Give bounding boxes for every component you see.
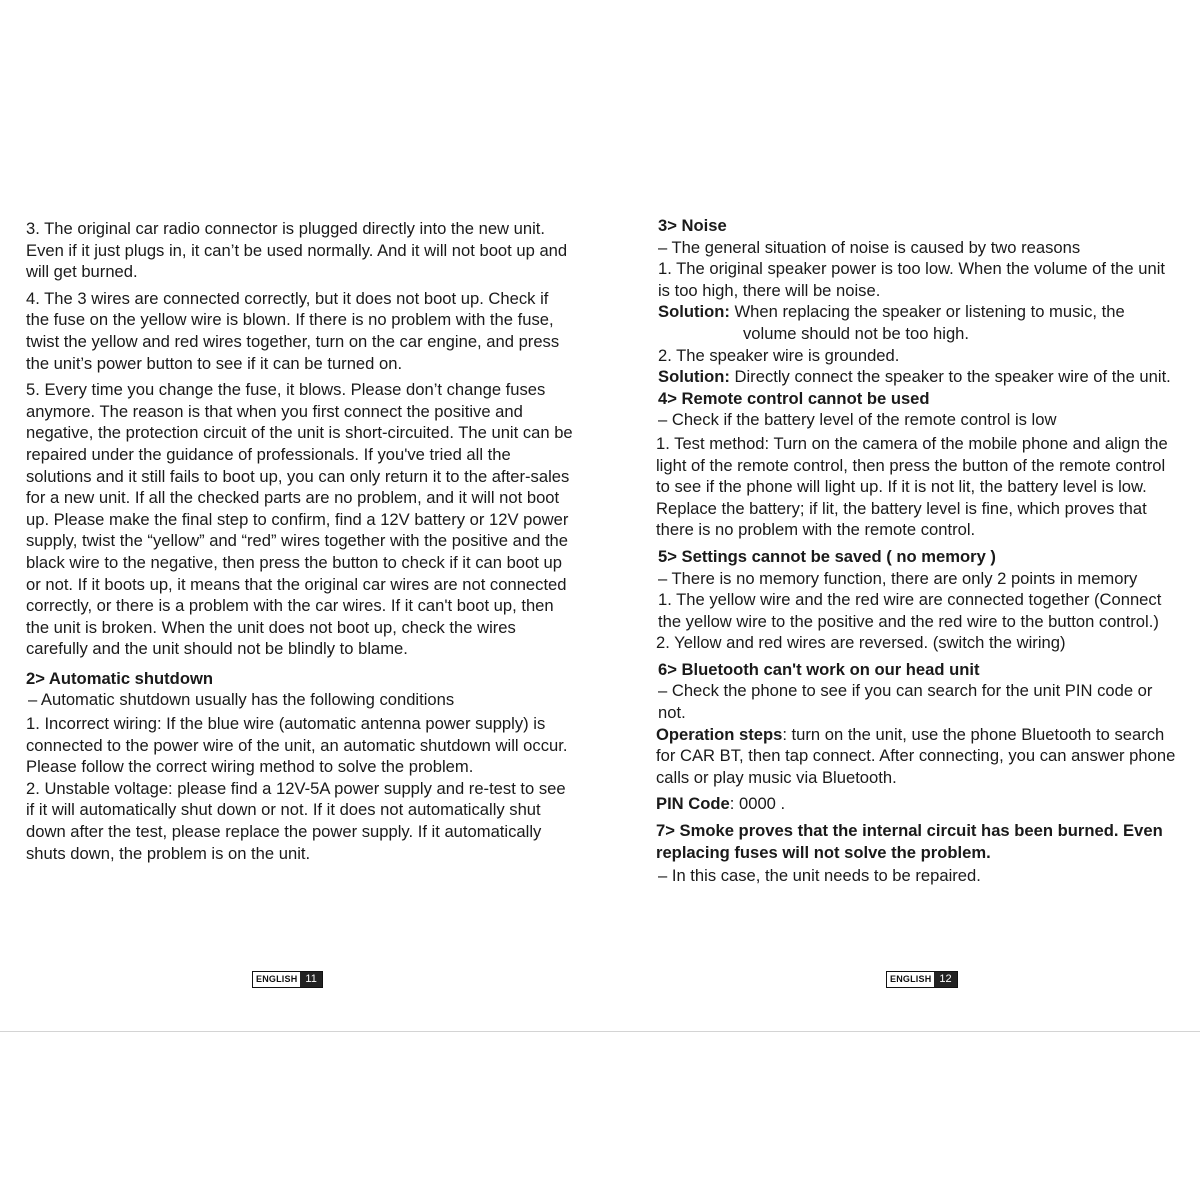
page-footer-badge [252, 971, 323, 988]
paragraph-4: 4. The 3 wires are connected correctly, but it does not boot up. Check if the fuse on the yellow wire is blown. If there is no problem with the fuse, twist the yellow and red wires together, turn on the car engine, and press the unit’s power button to see if it can be turned on. [26, 288, 560, 373]
solution-label: Solution: [658, 367, 730, 387]
solution-line [658, 301, 1176, 344]
solution-label: Solution: [658, 302, 730, 322]
list-item: 1. The yellow wire and the red wire are connected together (Connect the yellow wire to the positive and the red wire to the button control.) [658, 590, 1162, 631]
section-heading-remote-control: 4> Remote control cannot be used [658, 388, 930, 408]
footer-language: ENGLISH [253, 972, 300, 987]
list-item: 1. The original speaker power is too low. When the volume of the unit is too high, there will be noise. [658, 259, 1166, 300]
bottom-divider [0, 1031, 1200, 1032]
list-item: 1. Test method: Turn on the camera of the mobile phone and align the light of the remote control, then press the button of the remote control to see if the phone will light up. If it is not lit, the battery level is low. Replace the battery; if lit, the battery level is fine, which proves that there is no problem with the remote control. [656, 433, 1168, 540]
section-intro: – Automatic shutdown usually has the following conditions [28, 690, 455, 710]
page-number: 11 [300, 972, 321, 987]
section-text: – In this case, the unit needs to be repaired. [658, 866, 981, 886]
solution-line [658, 366, 1176, 388]
page-number: 12 [934, 972, 956, 987]
solution-text: Directly connect the speaker to the speaker wire of the unit. [734, 367, 1171, 387]
left-page [0, 0, 600, 1032]
section-heading-bluetooth: 6> Bluetooth can't work on our head unit [658, 659, 980, 679]
pin-code-value: : 0000 . [729, 794, 786, 814]
operation-steps-label: Operation steps [656, 724, 783, 744]
list-item: 2. Yellow and red wires are reversed. (switch the wiring) [656, 633, 1066, 653]
section-heading-settings: 5> Settings cannot be saved ( no memory ) [658, 546, 996, 566]
section-heading-automatic-shutdown: 2> Automatic shutdown [26, 668, 213, 688]
section-heading-noise: 3> Noise [658, 216, 727, 235]
page-footer-badge [886, 971, 958, 988]
section-intro: – There is no memory function, there are only 2 points in memory [658, 568, 1138, 588]
section-heading-smoke: 7> Smoke proves that the internal circuit has been burned. Even replacing fuses will not solve the problem. [656, 821, 1163, 862]
pin-code-label: PIN Code [656, 794, 730, 814]
list-item: 2. Unstable voltage: please find a 12V-5A power supply and re-test to see if it will automatically shut down or not. If it does not automatically shut down after the test, please replace the power supply. If it automatically shuts down, the problem is on the unit. [26, 778, 566, 863]
solution-text: When replacing the speaker or listening to music, the volume should not be too high. [734, 302, 1125, 343]
operation-steps [656, 724, 1176, 789]
left-column [26, 218, 576, 864]
pin-code [656, 793, 1176, 815]
right-page [600, 0, 1200, 1032]
section-intro: – The general situation of noise is caused by two reasons [658, 237, 1081, 257]
paragraph-3: 3. The original car radio connector is plugged directly into the new unit. Even if it just plugs in, it can’t be used normally. And it will not boot up and will get burned. [26, 219, 568, 282]
footer-language: ENGLISH [887, 972, 934, 987]
operation-steps-text: : turn on the unit, use the phone Bluetooth to search for CAR BT, then tap connect. After connecting, you can answer phone calls or play music via Bluetooth. [656, 724, 1176, 787]
right-column [656, 215, 1176, 887]
paragraph-5: 5. Every time you change the fuse, it blows. Please don’t change fuses anymore. The reason is that when you first connect the positive and negative, the protection circuit of the unit is short-circuited. The unit can be repaired under the guidance of professionals. If you've tried all the solutions and it still fails to boot up, you can only return it to the after-sales for a new unit. If all the checked parts are no problem, and it will not boot up. Please make the final step to confirm, find a 12V battery or 12V power supply, twist the “yellow” and “red” wires together with the positive and the black wire to the negative, then press the button to check if it can boot up or not. If it boots up, it means that the original car wires are not connected correctly, or there is a problem with the car wires. If it can't boot up, then the unit is broken. When the unit does not boot up, check the wires carefully and the unit should not be blindly to blame. [26, 380, 573, 659]
list-item: 2. The speaker wire is grounded. [658, 345, 900, 365]
section-intro: – Check if the battery level of the remote control is low [658, 410, 1057, 430]
section-intro: – Check the phone to see if you can search for the unit PIN code or not. [658, 681, 1153, 723]
list-item: 1. Incorrect wiring: If the blue wire (automatic antenna power supply) is connected to the power wire of the unit, an automatic shutdown will occur. Please follow the correct wiring method to solve the problem. [26, 714, 568, 777]
